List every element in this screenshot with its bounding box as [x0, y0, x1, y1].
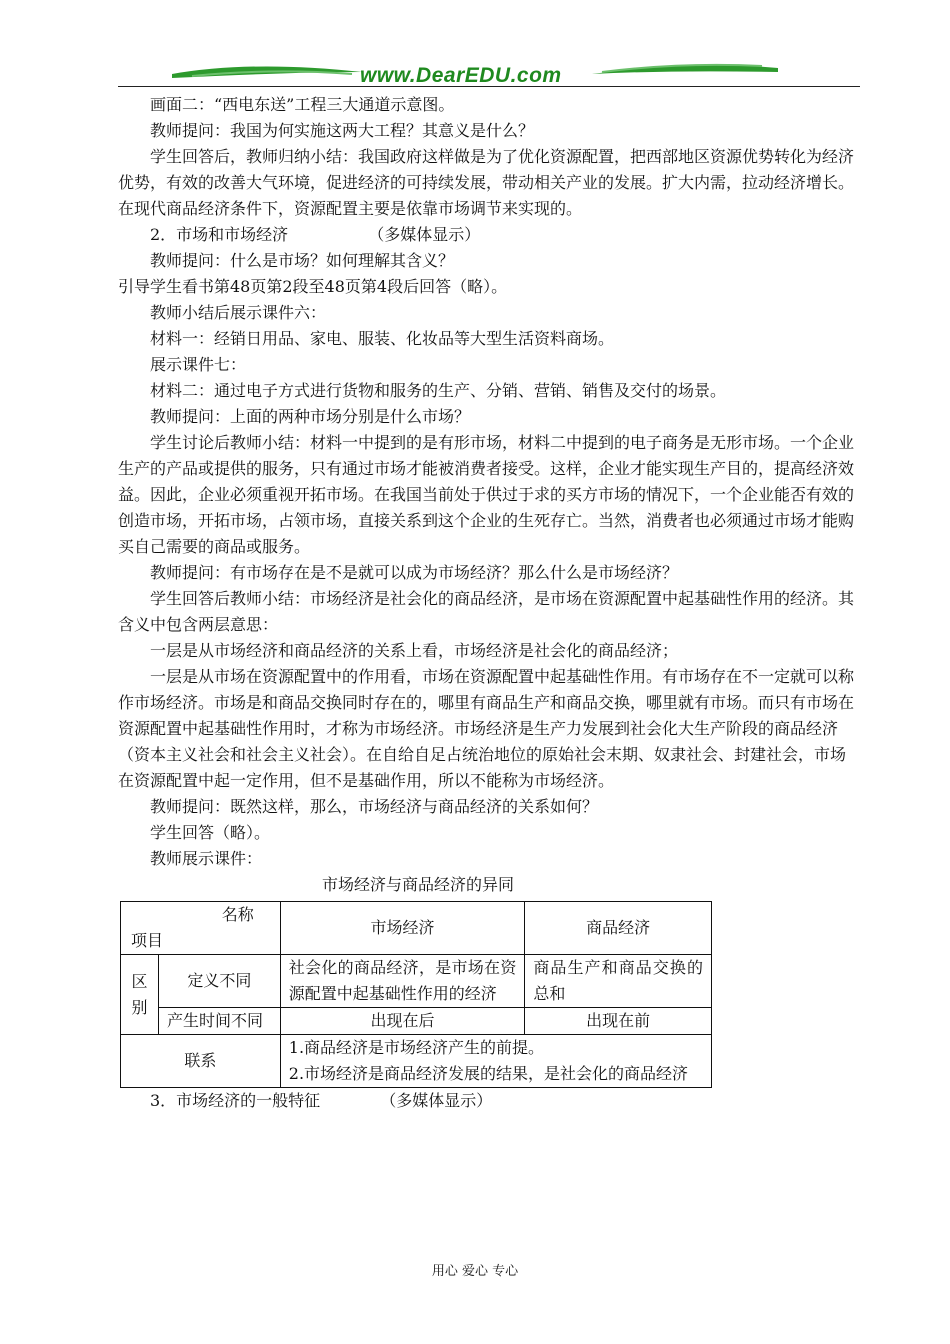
group-label-difference [121, 955, 159, 1035]
table-row [121, 1035, 712, 1088]
table-row [121, 1008, 712, 1035]
paragraph: 引导学生看书第48页第2段至48页第4段后回答（略）。 [118, 277, 508, 296]
paragraph: 教师展示课件： [150, 849, 263, 868]
table-corner-cell [121, 902, 281, 955]
cell-market-time: 出现在后 [280, 1008, 525, 1035]
paragraph: 画面二：“西电东送”工程三大通道示意图。 [150, 95, 455, 114]
paragraph: 材料二：通过电子方式进行货物和服务的生产、分销、营销、销售及交付的场景。 [150, 381, 727, 400]
document-body [118, 92, 858, 1114]
cell-commodity-time: 出现在前 [525, 1008, 712, 1035]
paragraph: 学生回答后教师小结：市场经济是社会化的商品经济，是市场在资源配置中起基础性作用的经济。其含义中包含两层意思： [118, 589, 855, 634]
section-title: 2．市场和市场经济 [150, 225, 289, 244]
page-footer: 用心 爱心 专心 [431, 1264, 519, 1279]
paragraph: 一层是从市场在资源配置中的作用看，市场在资源配置中起基础性作用。有市场存在不一定就可以称作市场经济。市场是和商品交换同时存在的，哪里有商品生产和商品交换，哪里就有市场。而只有市场在资源配置中起基础性作用时，才称为市场经济。市场经济是生产力发展到社会化大生产阶段的商品经济（资本主义社会和社会主义社会）。在自给自足占统治地位的原始社会末期、奴隶社会、封建社会，市场在资源配置中起一定作用，但不是基础作用，所以不能称为市场经济。 [118, 667, 855, 790]
paragraph: 一层是从市场经济和商品经济的关系上看，市场经济是社会化的商品经济； [150, 641, 679, 660]
table-row [121, 955, 712, 1008]
column-header-market-economy: 市场经济 [280, 902, 525, 955]
row-label-time: 产生时间不同 [158, 1008, 280, 1035]
relation-line: 1.商品经济是市场经济产生的前提。 [288, 1038, 545, 1057]
comparison-table [120, 901, 712, 1088]
header-item-label: 项目 [131, 931, 164, 950]
table-header-row [121, 902, 712, 955]
section-heading [118, 1088, 858, 1114]
paragraph: 学生讨论后教师小结：材料一中提到的是有形市场，材料二中提到的电子商务是无形市场。一个企业生产的产品或提供的服务，只有通过市场才能被消费者接受。这样，企业才能实现生产目的，提高经济效益。因此，企业必须重视开拓市场。在我国当前处于供过于求的买方市场的情况下，一个企业能否有效的创造市场，开拓市场，占领市场，直接关系到这个企业的生死存亡。当然，消费者也必须通过市场才能购买自己需要的商品或服务。 [118, 433, 855, 556]
paragraph: 展示课件七： [150, 355, 247, 374]
cell-commodity-definition: 商品生产和商品交换的总和 [525, 955, 712, 1008]
cell-relation [280, 1035, 711, 1088]
column-header-commodity-economy: 商品经济 [525, 902, 712, 955]
row-label-relation: 联系 [121, 1035, 281, 1088]
relation-line: 2.市场经济是商品经济发展的结果，是社会化的商品经济 [288, 1064, 689, 1083]
section-note: （多媒体显示） [380, 1091, 493, 1110]
group-label-text: 区别 [131, 971, 148, 1017]
header-name-label: 名称 [221, 905, 254, 924]
header-divider [118, 86, 860, 87]
section-note: （多媒体显示） [368, 225, 481, 244]
table-title: 市场经济与商品经济的异同 [321, 875, 514, 894]
paragraph: 教师提问：我国为何实施这两大工程？其意义是什么？ [150, 121, 535, 140]
section-title: 3．市场经济的一般特征 [150, 1091, 321, 1110]
paragraph: 教师提问：有市场存在是不是就可以成为市场经济？那么什么是市场经济？ [150, 563, 679, 582]
cell-market-definition: 社会化的商品经济，是市场在资源配置中起基础性作用的经济 [280, 955, 525, 1008]
paragraph: 教师提问：什么是市场？如何理解其含义？ [150, 251, 455, 270]
paragraph: 学生回答后，教师归纳小结：我国政府这样做是为了优化资源配置，把西部地区资源优势转化为经济优势，有效的改善大气环境，促进经济的可持续发展，带动相关产业的发展。扩大内需，拉动经济增长。在现代商品经济条件下，资源配置主要是依靠市场调节来实现的。 [118, 147, 855, 218]
section-heading [118, 222, 858, 248]
paragraph: 教师提问：上面的两种市场分别是什么市场？ [150, 407, 471, 426]
row-label-definition: 定义不同 [158, 955, 280, 1008]
paragraph: 教师提问：既然这样，那么，市场经济与商品经济的关系如何？ [150, 797, 599, 816]
paragraph: 教师小结后展示课件六： [150, 303, 327, 322]
paragraph: 学生回答（略）。 [150, 823, 271, 842]
site-logo-text: www.DearEDU.com [360, 64, 562, 87]
paragraph: 材料一：经销日用品、家电、服装、化妆品等大型生活资料商场。 [150, 329, 615, 348]
